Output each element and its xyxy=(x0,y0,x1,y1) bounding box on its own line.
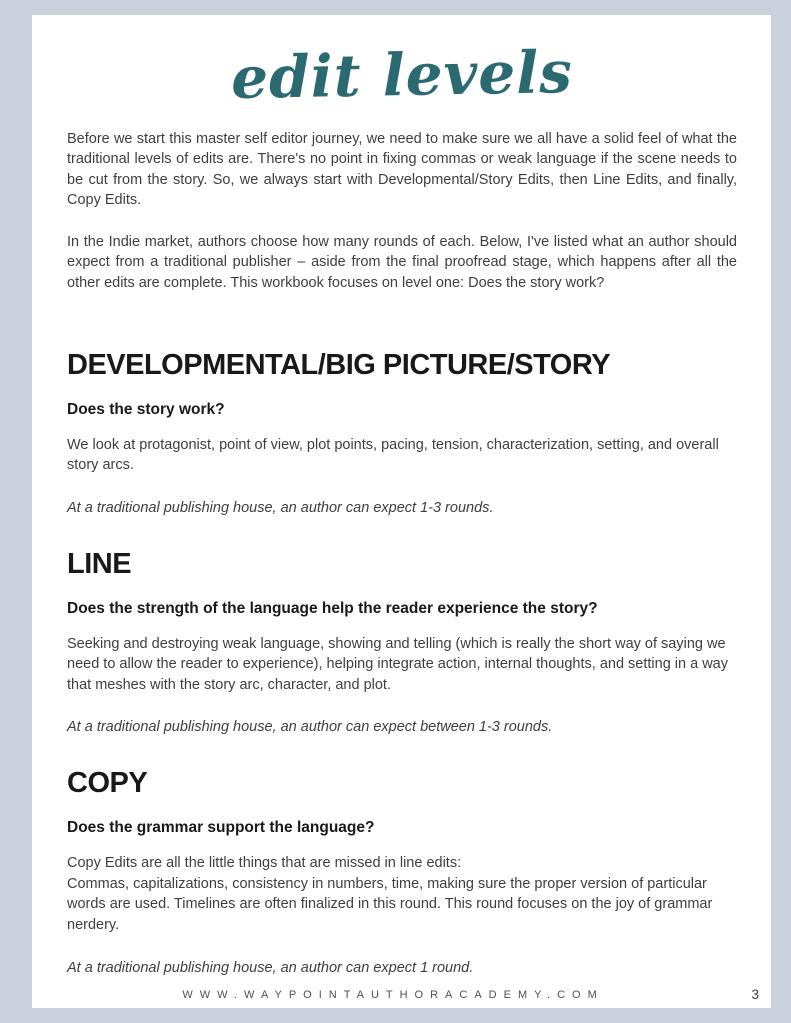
section-question: Does the story work? xyxy=(67,400,225,418)
section-question: Does the strength of the language help the reader experience the story? xyxy=(67,599,598,617)
section-heading: DEVELOPMENTAL/BIG PICTURE/STORY xyxy=(67,348,611,381)
section-note: At a traditional publishing house, an author can expect 1 round. xyxy=(67,959,474,976)
section-body-line: Copy Edits are all the little things that are missed in line edits: xyxy=(67,855,462,872)
section-heading: COPY xyxy=(67,767,148,800)
document-page xyxy=(32,15,771,1008)
section-heading: LINE xyxy=(67,547,132,580)
intro-paragraph-2: In the Indie market, authors choose how many rounds of each. Below, I've listed what an author should expect from a traditional publisher – aside from the final proofread stage, which happens after all the other edits are complete. This workbook focuses on level one: Does the story work? xyxy=(67,233,737,292)
section-body xyxy=(67,435,737,476)
page-title: edit levels xyxy=(230,38,574,112)
section-question: Does the grammar support the language? xyxy=(67,819,375,837)
section-body-line: Commas, capitalizations, consistency in numbers, time, making sure the proper version of particular words are used. Timelines are often finalized in this round. This round focuses on the joy of grammar nerdery. xyxy=(67,875,713,934)
edit-level-section xyxy=(67,768,737,977)
section-body-line: We look at protagonist, point of view, plot points, pacing, tension, characterization, setting, and overall story arcs. xyxy=(67,436,719,474)
section-note: At a traditional publishing house, an author can expect 1-3 rounds. xyxy=(67,499,494,516)
footer-url: WWW.WAYPOINTAUTHORACADEMY.COM xyxy=(182,989,604,1001)
intro-paragraph-1: Before we start this master self editor journey, we need to make sure we all have a solid feel of what the traditional levels of edits are. There's no point in fixing commas or weak language if the scene needs to be cut from the story. So, we always start with Developmental/Story Edits, then Line Edits, and finally, Copy Edits. xyxy=(67,130,737,209)
edit-level-section xyxy=(67,350,737,518)
section-body xyxy=(67,634,737,696)
section-body-line: Seeking and destroying weak language, showing and telling (which is really the short way of saying we need to allow the reader to experience), helping integrate action, internal thoughts, and setting in a way that meshes with the story arc, character, and plot. xyxy=(67,635,728,693)
page-footer xyxy=(32,984,771,1002)
page-number: 3 xyxy=(751,987,759,1002)
page-content xyxy=(32,39,771,978)
section-body xyxy=(67,853,737,935)
edit-level-section xyxy=(67,549,737,738)
section-note: At a traditional publishing house, an author can expect between 1-3 rounds. xyxy=(67,719,553,736)
